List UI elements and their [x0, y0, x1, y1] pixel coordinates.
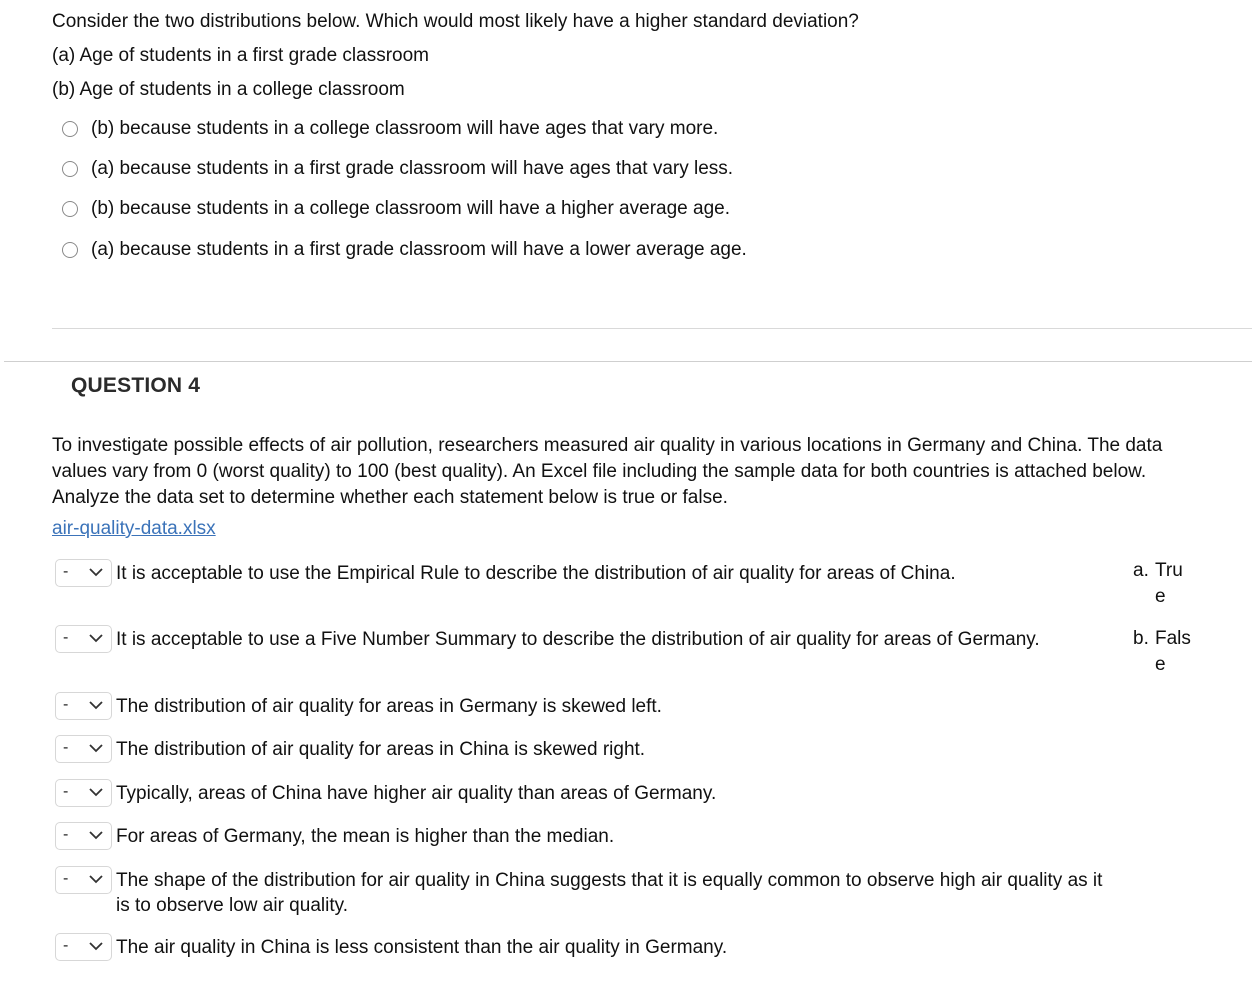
chevron-down-icon — [89, 786, 103, 798]
answer-dropdown[interactable] — [55, 692, 112, 720]
dropdown-value: - — [63, 629, 69, 646]
statement-row — [55, 933, 1116, 961]
dropdown-value: - — [63, 783, 69, 800]
dropdown-value: - — [63, 870, 69, 887]
previous-question-prompt: Consider the two distributions below. Which would most likely have a higher standard deviation? — [52, 11, 859, 32]
radio-option-4[interactable] — [62, 235, 747, 265]
statement-row — [55, 735, 1116, 763]
previous-question-item-a: (a) Age of students in a first grade classroom — [52, 45, 430, 66]
dropdown-value: - — [63, 739, 69, 756]
answer-dropdown[interactable] — [55, 933, 112, 961]
answer-dropdown[interactable] — [55, 779, 112, 807]
dropdown-value: - — [63, 696, 69, 713]
chevron-down-icon — [89, 940, 103, 952]
question-divider — [4, 361, 1252, 362]
statement-text: The shape of the distribution for air quality in China suggests that it is equally common to observe high air quality as it is to observe low air quality. — [116, 870, 1103, 916]
dropdown-value: - — [63, 826, 69, 843]
chevron-down-icon — [89, 632, 103, 644]
radio-option-label: (a) because students in a first grade classroom will have a lower average age. — [91, 239, 747, 260]
statement-text: It is acceptable to use the Empirical Rule to describe the distribution of air quality for areas of China. — [116, 563, 956, 584]
answer-dropdown[interactable] — [55, 625, 112, 653]
chevron-down-icon — [89, 699, 103, 711]
answer-dropdown[interactable] — [55, 866, 112, 894]
statement-row — [55, 866, 1116, 918]
statement-text: It is acceptable to use a Five Number Summary to describe the distribution of air quality for areas of Germany. — [116, 629, 1040, 650]
answer-choice-false — [1133, 626, 1193, 678]
chevron-down-icon — [89, 566, 103, 578]
statement-text: The distribution of air quality for areas in Germany is skewed left. — [116, 696, 662, 717]
radio-button[interactable] — [62, 161, 78, 177]
statement-text: The distribution of air quality for areas in China is skewed right. — [116, 739, 646, 760]
answer-choice-text: True — [1155, 560, 1183, 607]
divider — [52, 328, 1252, 329]
dropdown-value: - — [63, 563, 69, 580]
radio-option-label: (b) because students in a college classroom will have a higher average age. — [91, 198, 730, 219]
statement-row — [55, 559, 1116, 587]
answer-dropdown[interactable] — [55, 735, 112, 763]
radio-option-1[interactable] — [62, 114, 718, 144]
radio-button[interactable] — [62, 121, 78, 137]
radio-button[interactable] — [62, 242, 78, 258]
answer-choice-letter: a. — [1133, 560, 1149, 581]
dropdown-value: - — [63, 937, 69, 954]
attachment-link[interactable]: air-quality-data.xlsx — [52, 518, 216, 539]
chevron-down-icon — [89, 742, 103, 754]
answer-dropdown[interactable] — [55, 822, 112, 850]
statement-text: For areas of Germany, the mean is higher than the median. — [116, 826, 615, 847]
chevron-down-icon — [89, 829, 103, 841]
previous-question-item-b: (b) Age of students in a college classroom — [52, 79, 405, 100]
radio-option-3[interactable] — [62, 194, 730, 224]
question-intro: To investigate possible effects of air pollution, researchers measured air quality in various locations in Germany and China. The data values vary from 0 (worst quality) to 100 (best quality). An Excel file including the sample data for both countries is attached below. Analyze the data set to determine whether each statement below is true or false. — [52, 435, 1163, 508]
radio-button[interactable] — [62, 201, 78, 217]
radio-option-label: (b) because students in a college classroom will have ages that vary more. — [91, 118, 719, 139]
question-heading: QUESTION 4 — [71, 374, 201, 397]
statement-text: Typically, areas of China have higher air quality than areas of Germany. — [116, 783, 717, 804]
answer-choice-letter: b. — [1133, 628, 1149, 649]
statement-row — [55, 779, 1116, 807]
chevron-down-icon — [89, 873, 103, 885]
answer-dropdown[interactable] — [55, 559, 112, 587]
statement-row — [55, 692, 1116, 720]
statement-row — [55, 822, 1116, 850]
answer-choice-text: False — [1155, 628, 1191, 675]
statement-text: The air quality in China is less consistent than the air quality in Germany. — [116, 937, 728, 958]
answer-choice-true — [1133, 558, 1193, 610]
radio-option-2[interactable] — [62, 154, 733, 184]
radio-option-label: (a) because students in a first grade classroom will have ages that vary less. — [91, 158, 734, 179]
statement-row — [55, 625, 1116, 653]
